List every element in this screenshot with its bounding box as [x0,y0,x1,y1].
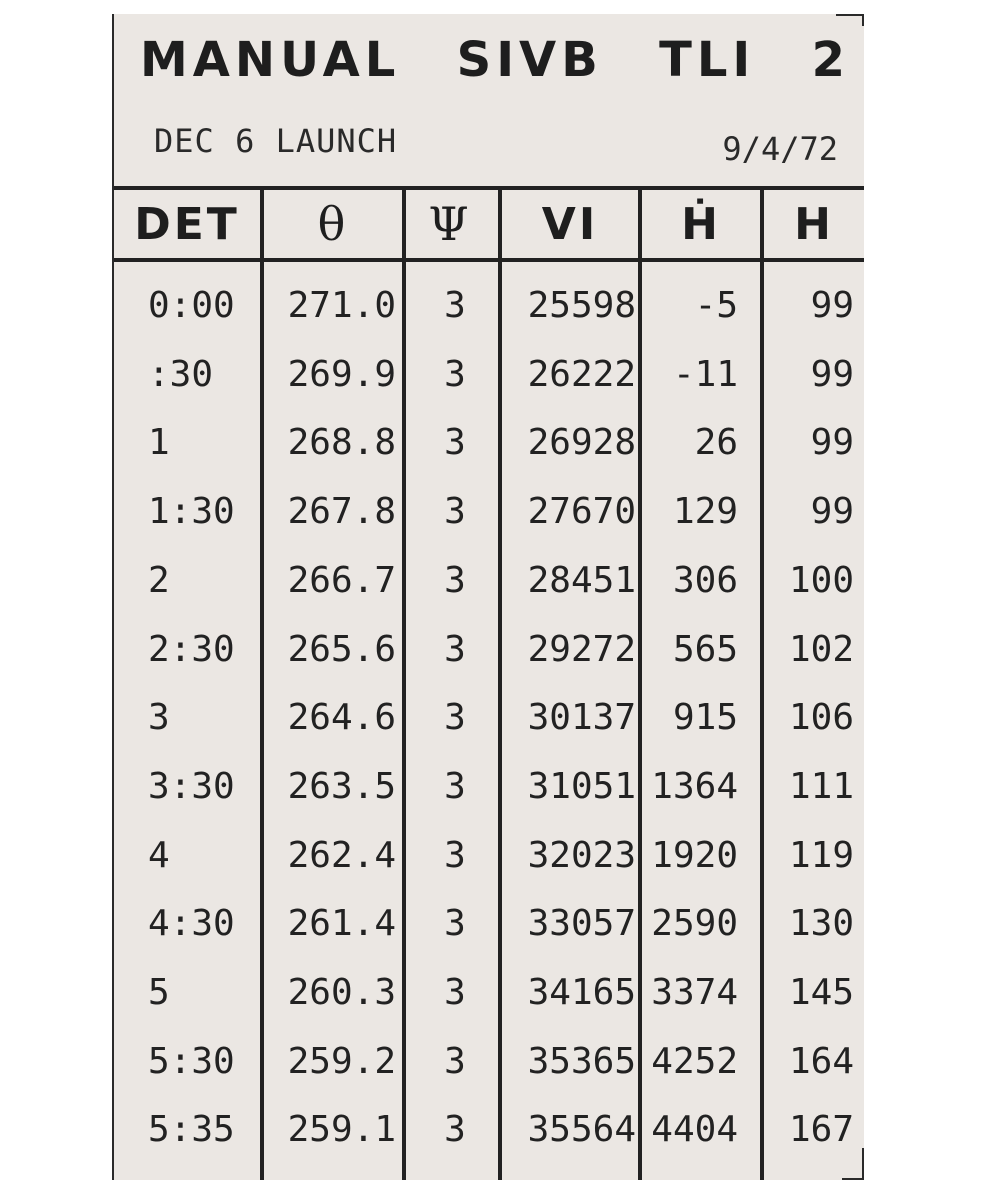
psi-cell: 3 [444,903,466,945]
det-cell: 5:35 [148,1109,235,1151]
det-cell: 1 [148,422,170,464]
table-row [114,409,864,477]
h-dot-cell: 2590 [651,903,738,945]
h-cell: 119 [788,834,854,876]
psi-cell: 3 [444,1109,466,1151]
h-dot-cell: 26 [694,422,738,464]
column-header-vi: VI [541,198,599,250]
h-cell: 99 [810,285,854,326]
psi-cell: 3 [444,972,466,1013]
h-dot-symbol: Ḣ [681,198,721,250]
vi-cell: 27670 [527,491,636,533]
h-cell: 99 [810,491,854,533]
h-dot-cell: 4404 [651,1109,738,1151]
h-cell: 106 [788,697,854,739]
vi-cell: 28451 [527,559,636,601]
column-header-theta [264,192,402,256]
table-row [114,959,864,1027]
table-row [114,1096,864,1164]
theta-cell: 262.4 [287,834,396,876]
table-row [114,616,864,684]
vi-cell: 35365 [527,1040,636,1082]
psi-cell: 3 [444,422,466,464]
psi-cell: 3 [444,697,466,739]
vi-cell: 33057 [527,903,636,945]
theta-cell: 266.7 [287,559,396,601]
det-cell: 2:30 [148,628,235,670]
table-row [114,684,864,752]
h-dot-cell: -5 [694,285,738,326]
h-cell: 111 [788,765,854,807]
psi-cell: 3 [444,559,466,601]
column-header-psi [402,192,498,256]
h-dot-cell: 306 [672,559,738,601]
h-dot-cell: 4252 [651,1040,738,1082]
table-row [114,822,864,890]
theta-cell: 264.6 [287,697,396,739]
vi-cell: 26222 [527,353,636,395]
table-row [114,1028,864,1096]
vi-cell: 34165 [527,972,636,1013]
det-cell: 2 [148,559,170,601]
det-cell: 0:00 [148,285,235,326]
table-row [114,478,864,546]
vi-cell: 25598 [527,285,636,326]
launch-subtitle: DEC 6 LAUNCH [154,122,398,160]
h-dot-cell: 129 [672,491,738,533]
theta-cell: 268.8 [287,422,396,464]
vi-cell: 32023 [527,834,636,876]
det-cell: 5 [148,972,170,1013]
h-cell: 164 [788,1040,854,1082]
psi-cell: 3 [444,834,466,876]
det-cell: 1:30 [148,491,235,533]
det-cell: 5:30 [148,1040,235,1082]
vi-cell: 31051 [527,765,636,807]
h-dot-cell: 1364 [651,765,738,807]
theta-cell: 269.9 [287,353,396,395]
h-cell: 145 [788,972,854,1013]
theta-cell: 260.3 [287,972,396,1013]
psi-symbol: Ψ [428,197,472,251]
psi-cell: 3 [444,628,466,670]
corner-mark-top-right [836,14,864,26]
card-title [140,32,850,88]
h-dot-cell: 565 [672,628,738,670]
h-cell: 99 [810,353,854,395]
title-word: TLI [659,32,756,88]
theta-cell: 259.1 [287,1109,396,1151]
h-cell: 99 [810,422,854,464]
psi-cell: 3 [444,765,466,807]
det-cell: 4:30 [148,903,235,945]
theta-cell: 261.4 [287,903,396,945]
table-row [114,890,864,958]
psi-cell: 3 [444,353,466,395]
det-cell: 3 [148,697,170,739]
title-word: SIVB [456,32,603,88]
theta-cell: 271.0 [287,285,396,326]
det-cell: :30 [148,353,214,395]
table-row [114,753,864,821]
vi-cell: 35564 [527,1109,636,1151]
title-word: MANUAL [140,32,401,88]
column-header-h: H [794,198,834,250]
h-cell: 130 [788,903,854,945]
table-row [114,547,864,615]
header-rule [114,258,864,262]
column-header-det: DET [134,198,240,250]
theta-cell: 267.8 [287,491,396,533]
title-word: 2 [811,32,850,88]
h-dot-cell: 3374 [651,972,738,1013]
column-header-h-dot [642,192,760,256]
vi-cell: 29272 [527,628,636,670]
vi-cell: 30137 [527,697,636,739]
h-cell: 102 [788,628,854,670]
h-dot-cell: 915 [672,697,738,739]
card-date: 9/4/72 [722,130,838,168]
table-row [114,272,864,340]
h-cell: 100 [788,559,854,601]
h-dot-cell: -11 [672,353,738,395]
h-cell: 167 [788,1109,854,1151]
table-row [114,341,864,409]
theta-cell: 265.6 [287,628,396,670]
det-cell: 4 [148,834,170,876]
vi-cell: 26928 [527,422,636,464]
theta-cell: 259.2 [287,1040,396,1082]
checklist-card [112,14,864,1180]
h-dot-cell: 1920 [651,834,738,876]
psi-cell: 3 [444,1040,466,1082]
theta-symbol: θ [317,197,349,251]
theta-cell: 263.5 [287,765,396,807]
psi-cell: 3 [444,285,466,326]
det-cell: 3:30 [148,765,235,807]
psi-cell: 3 [444,491,466,533]
table-top-rule [114,186,864,190]
